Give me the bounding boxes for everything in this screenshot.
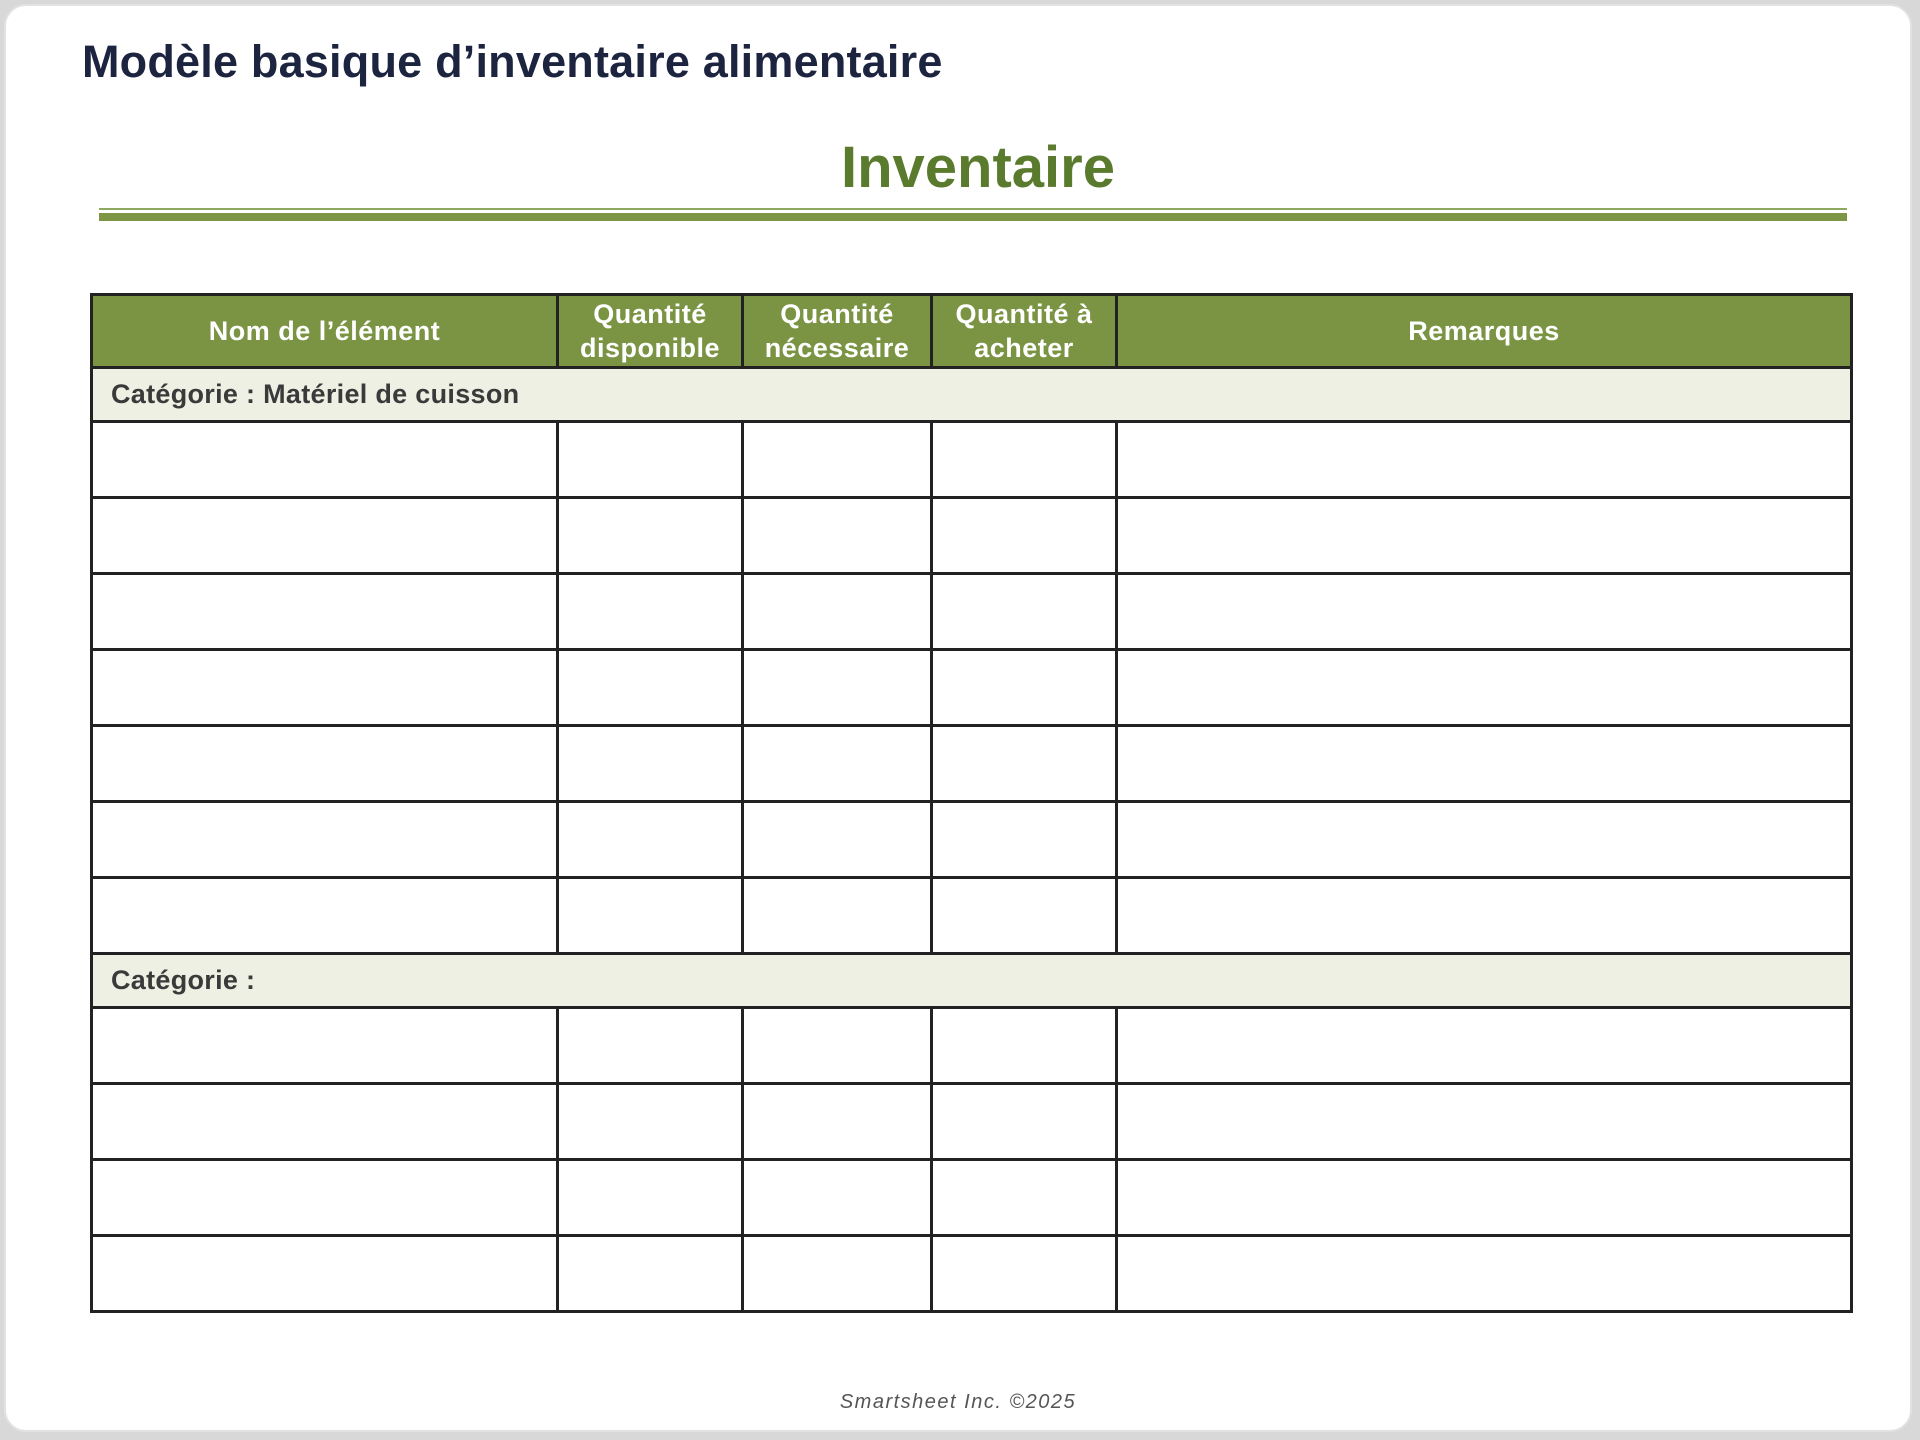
qty-available-cell[interactable] <box>558 802 743 878</box>
footer-copyright: Smartsheet Inc. ©2025 <box>839 1391 1077 1413</box>
column-header-qty-available: Quantité disponible <box>558 295 743 368</box>
table-row <box>92 726 1852 802</box>
table-row <box>92 1084 1852 1160</box>
qty-available-cell[interactable] <box>558 1008 743 1084</box>
remarks-cell[interactable] <box>1117 422 1852 498</box>
qty-to-buy-cell[interactable] <box>932 1160 1117 1236</box>
item-name-cell[interactable] <box>92 1160 558 1236</box>
section-title: Inventaire <box>841 135 1115 200</box>
item-name-cell[interactable] <box>92 1236 558 1312</box>
remarks-cell[interactable] <box>1117 1160 1852 1236</box>
remarks-cell[interactable] <box>1117 498 1852 574</box>
qty-needed-cell[interactable] <box>743 574 932 650</box>
table-header-row <box>92 295 1852 368</box>
table-row <box>92 1236 1852 1312</box>
qty-available-cell[interactable] <box>558 1160 743 1236</box>
item-name-cell[interactable] <box>92 1084 558 1160</box>
qty-available-cell[interactable] <box>558 650 743 726</box>
qty-to-buy-cell[interactable] <box>932 726 1117 802</box>
table-row <box>92 802 1852 878</box>
category-label[interactable]: Catégorie : <box>92 954 1852 1008</box>
remarks-cell[interactable] <box>1117 1236 1852 1312</box>
qty-needed-cell[interactable] <box>743 498 932 574</box>
item-name-cell[interactable] <box>92 802 558 878</box>
qty-needed-cell[interactable] <box>743 1160 932 1236</box>
column-header-qty-needed: Quantité nécessaire <box>743 295 932 368</box>
remarks-cell[interactable] <box>1117 878 1852 954</box>
item-name-cell[interactable] <box>92 1008 558 1084</box>
qty-needed-cell[interactable] <box>743 1008 932 1084</box>
qty-to-buy-cell[interactable] <box>932 650 1117 726</box>
qty-needed-cell[interactable] <box>743 802 932 878</box>
inventory-table-wrapper <box>90 293 1850 1313</box>
category-label[interactable]: Catégorie : Matériel de cuisson <box>92 368 1852 422</box>
qty-needed-cell[interactable] <box>743 650 932 726</box>
column-header-remarks: Remarques <box>1117 295 1852 368</box>
table-row <box>92 498 1852 574</box>
qty-needed-cell[interactable] <box>743 726 932 802</box>
category-row <box>92 368 1852 422</box>
qty-needed-cell[interactable] <box>743 1084 932 1160</box>
qty-to-buy-cell[interactable] <box>932 1236 1117 1312</box>
qty-available-cell[interactable] <box>558 726 743 802</box>
qty-to-buy-cell[interactable] <box>932 878 1117 954</box>
qty-available-cell[interactable] <box>558 1236 743 1312</box>
qty-to-buy-cell[interactable] <box>932 1008 1117 1084</box>
document-title: Modèle basique d’inventaire alimentaire <box>82 36 943 87</box>
qty-to-buy-cell[interactable] <box>932 574 1117 650</box>
qty-needed-cell[interactable] <box>743 422 932 498</box>
qty-available-cell[interactable] <box>558 1084 743 1160</box>
qty-available-cell[interactable] <box>558 422 743 498</box>
table-row <box>92 1160 1852 1236</box>
remarks-cell[interactable] <box>1117 1084 1852 1160</box>
title-rule-thick <box>99 213 1847 221</box>
remarks-cell[interactable] <box>1117 726 1852 802</box>
qty-to-buy-cell[interactable] <box>932 802 1117 878</box>
item-name-cell[interactable] <box>92 574 558 650</box>
remarks-cell[interactable] <box>1117 802 1852 878</box>
item-name-cell[interactable] <box>92 878 558 954</box>
item-name-cell[interactable] <box>92 650 558 726</box>
qty-to-buy-cell[interactable] <box>932 422 1117 498</box>
column-header-qty-to-buy: Quantité à acheter <box>932 295 1117 368</box>
qty-needed-cell[interactable] <box>743 1236 932 1312</box>
category-row <box>92 954 1852 1008</box>
item-name-cell[interactable] <box>92 422 558 498</box>
inventory-table <box>90 293 1853 1313</box>
table-row <box>92 878 1852 954</box>
qty-available-cell[interactable] <box>558 878 743 954</box>
remarks-cell[interactable] <box>1117 1008 1852 1084</box>
item-name-cell[interactable] <box>92 726 558 802</box>
qty-available-cell[interactable] <box>558 498 743 574</box>
remarks-cell[interactable] <box>1117 650 1852 726</box>
table-row <box>92 422 1852 498</box>
document-page <box>4 4 1912 1432</box>
column-header-item-name: Nom de l’élément <box>92 295 558 368</box>
table-row <box>92 1008 1852 1084</box>
qty-needed-cell[interactable] <box>743 878 932 954</box>
qty-available-cell[interactable] <box>558 574 743 650</box>
table-body <box>92 368 1852 1312</box>
item-name-cell[interactable] <box>92 498 558 574</box>
table-row <box>92 574 1852 650</box>
title-rule-thin <box>99 208 1847 210</box>
table-row <box>92 650 1852 726</box>
qty-to-buy-cell[interactable] <box>932 498 1117 574</box>
qty-to-buy-cell[interactable] <box>932 1084 1117 1160</box>
remarks-cell[interactable] <box>1117 574 1852 650</box>
